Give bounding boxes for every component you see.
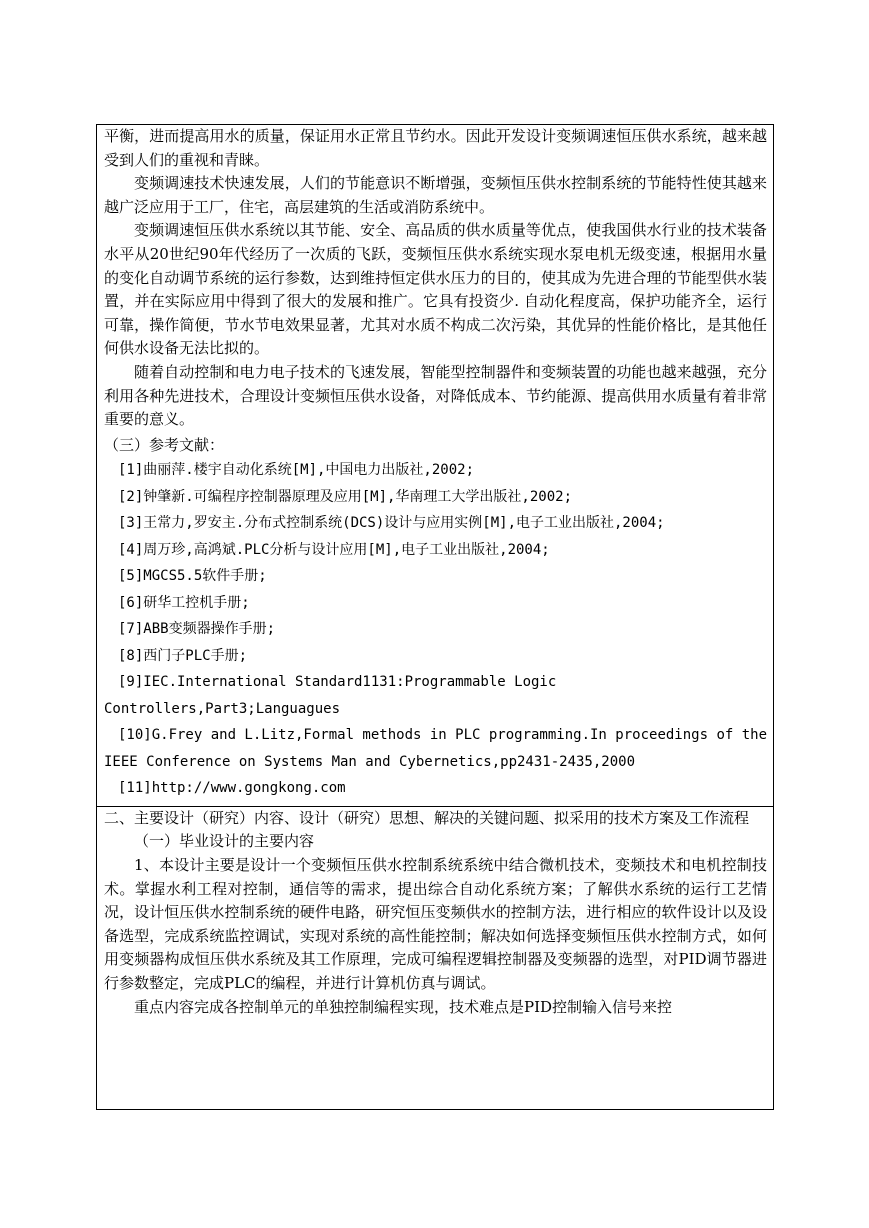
reference-item: [8]西门子PLC手册; <box>118 647 248 664</box>
reference-item: [4]周万珍,高鸿斌.PLC分析与设计应用[M],电子工业出版社,2004; <box>118 541 550 558</box>
references-heading: （三）参考文献： <box>104 435 225 454</box>
body-paragraph: 变频调速技术快速发展，人们的节能意识不断增强，变频恒压供水控制系统的节能特性使其越来越广泛应用于工厂，住宅，高层建筑的生活或消防系统中。 <box>104 174 767 216</box>
design-content-cell <box>97 806 773 1109</box>
section-title: 二、主要设计（研究）内容、设计（研究）思想、解决的关键问题、拟采用的技术方案及工作流程 <box>104 808 750 827</box>
reference-item: [3]王常力,罗安主.分布式控制系统(DCS)设计与应用实例[M],电子工业出版社,2004; <box>118 515 665 532</box>
body-paragraph: 1、本设计主要是设计一个变频恒压供水控制系统系统中结合微机技术，变频技术和电机控制技术。掌握水利工程对控制，通信等的需求，提出综合自动化系统方案；了解供水系统的运行工艺情况，设计恒压供水控制系统的硬件电路，研究恒压变频供水的控制方法，进行相应的软件设计以及设备选型，完成系统监控调试，实现对系统的高性能控制；解决如何选择变频恒压供水控制方式，如何用变频器构成恒压供水系统及其工作原理，完成可编程逻辑控制器及变频器的选型，对PID调节器进行参数整定，完成PLC的编程，并进行计算机仿真与调试。 <box>104 856 767 992</box>
subsection-heading: （一）毕业设计的主要内容 <box>134 832 315 851</box>
body-paragraph: 重点内容完成各控制单元的单独控制编程实现，技术难点是PID控制输入信号来控 <box>134 997 673 1016</box>
reference-item: [5]MGCS5.5软件手册; <box>118 568 267 585</box>
form-table <box>96 124 774 1110</box>
reference-item: [6]研华工控机手册; <box>118 594 250 611</box>
reference-item: [10]G.Frey and L.Litz,Formal methods in PLC programming.In proceedings of the IEEE Conference on Systems Man and Cybernetics,pp2431-2435,2000 <box>104 727 768 770</box>
background-and-references-cell <box>97 125 773 806</box>
reference-item: [11]http://www.gongkong.com <box>118 780 346 797</box>
body-paragraph: 平衡，进而提高用水的质量，保证用水正常且节约水。因此开发设计变频调速恒压供水系统，越来越受到人们的重视和青睐。 <box>104 127 767 169</box>
body-paragraph: 随着自动控制和电力电子技术的飞速发展，智能型控制器件和变频装置的功能也越来越强，充分利用各种先进技术，合理设计变频恒压供水设备，对降低成本、节约能源、提高供用水质量有着非常重要的意义。 <box>104 362 767 429</box>
reference-item: [1]曲丽萍.楼宇自动化系统[M],中国电力出版社,2002; <box>118 462 475 479</box>
body-paragraph: 变频调速恒压供水系统以其节能、安全、高品质的供水质量等优点，使我国供水行业的技术装备水平从20世纪90年代经历了一次质的飞跃，变频恒压供水系统实现水泵电机无级变速，根据用水量的变化自动调节系统的运行参数，达到维持恒定供水压力的目的，使其成为先进合理的节能型供水装置，并在实际应用中得到了很大的发展和推广。它具有投资少. 自动化程度高，保护功能齐全，运行可靠，操作简便，节水节电效果显著，尤其对水质不构成二次污染，其优异的性能价格比，是其他任何供水设备无法比拟的。 <box>104 221 767 358</box>
reference-item: [9]IEC.International Standard1131:Programmable Logic Controllers,Part3;Languagues <box>104 674 557 717</box>
reference-item: [7]ABB变频器操作手册; <box>118 621 276 638</box>
reference-item: [2]钟肇新.可编程序控制器原理及应用[M],华南理工大学出版社,2002; <box>118 488 573 505</box>
